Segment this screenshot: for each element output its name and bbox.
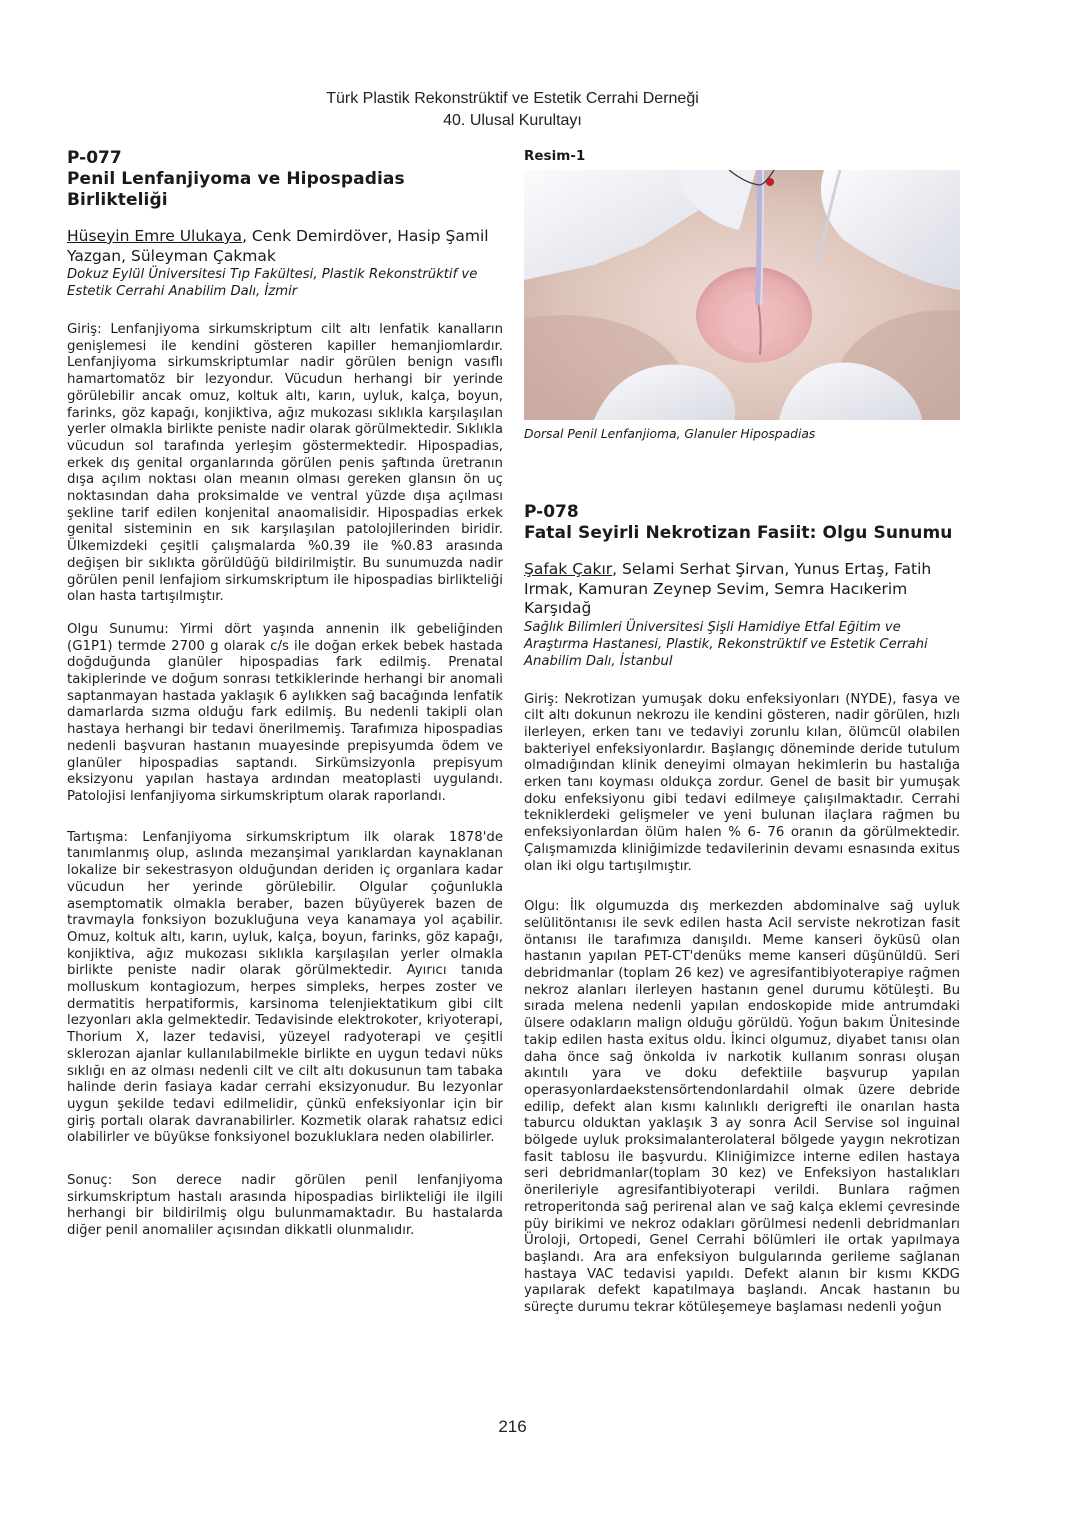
co-authors: , Selami Serhat Şirvan, Yunus Ertaş, Fatih Irmak, Kamuran Zeynep Sevim, Semra Hacıkerim Karşıdağ (524, 560, 932, 617)
figure-caption: Dorsal Penil Lenfanjioma, Glanuler Hipospadias (524, 427, 816, 441)
abstract-title: Fatal Seyirli Nekrotizan Fasiit: Olgu Sunumu (524, 523, 953, 543)
paragraph-case-report: Olgu Sunumu: Yirmi dört yaşında annenin ilk gebeliğinden (G1P1) termde 2700 g olarak c/s ile doğan erkek bebek hastada doğduğunda glanüler hipospadias fark edilmiş. Prenatal takiplerinde ve doğum sonrası tetkiklerinde herhangi bir anomali saptanmayan hastada yaklaşık 6 aylıkken sağ bacağında lenfatik damarlarda sızma olduğu fark edilmiş. Bu nedenli takipli olan hastaya herhangi bir tedavi önerilmemiş. Tarafımıza hipospadias nedenli başvuran hastanın muayesinde prepisyumda ödem ve glanüler hipospadias saptandı. Sirkümsizyonla prepisyum eksizyonu yapılan hastaya ardından meatoplasti uygulandı. Patolojisi lenfanjiyoma sirkumskriptum olarak raporlandı. (67, 621, 503, 804)
page-number: 216 (498, 1417, 527, 1436)
presenting-author: Hüseyin Emre Ulukaya (67, 227, 243, 245)
paragraph-introduction: Giriş: Lenfanjiyoma sirkumskriptum cilt altı lenfatik kanalların genişlemesi ile kendini gösteren kapiller hemanjiomlardır. Lenfanjiyoma sirkumskriptumlar nadir görülen benign vasıflı hamartomatöz bir lezyondur. Vücudun herhangi bir yerinde görülebilir ancak omuz, koltuk altı, karın, uyluk, kalça, boyun, farinks, göz kapağı, konjiktiva, ağız mukozası sıklıkla karşılaşılan yerler olmakla birlikte peniste nadir olarak görülmektedir. Sıklıkla vücudun sol tarafında yerleşim göstermektedir. Hipospadias, erkek dış genital organlarında görülen penis şaftında üretranın dışa açılım noktası olan meanın olması gereken glansın ön uç noktasından daha proksimalde ve ventral yüzde dışa açılması şekline tarif edilen konjenital anaomalisidir. Hipospadias erkek genital sisteminin en sık karşılaşılan patolojilerinden biridir. Ülkemizdeki çeşitli çalışmalarda %0.39 ile %0.83 arasında değişen bir sıklıkta görüldüğü bildirilmiştir. Bu sunumuzda nadir görülen penil lenfajiom sirkumskriptum ile hipospadias birlikteliği olan hasta tartışılmıştır. (67, 322, 503, 605)
co-authors: , Cenk Demirdöver, Hasip Şamil Yazgan, Süleyman Çakmak (67, 227, 489, 265)
author-list (524, 560, 960, 619)
author-list (67, 227, 503, 266)
affiliation: Sağlık Bilimleri Üniversitesi Şişli Hamidiye Etfal Eğitim ve Araştırma Hastanesi, Plastik, Rekonstrüktif ve Estetik Cerrahi Anabilim Dalı, İstanbul (524, 619, 928, 669)
abstract-p077 (67, 148, 503, 1240)
paragraph-conclusion: Sonuç: Son derece nadir görülen penil lenfanjiyoma sirkumskriptum hastalı arasında hipospadias birlikteliği ile ilgili herhangi bir bildirilmiş olgu bulunmamaktadır. Bu hastalarda diğer penil anomaliler açısından dikkatli olunmalıdır. (67, 1173, 503, 1239)
paragraph-discussion: Tartışma: Lenfanjiyoma sirkumskriptum ilk olarak 1878'de tanımlanmış olup, aslında mezanşimal yarıklardan kaynaklanan lokalize bir sekestrasyon olduğundan deriden iç organlara kadar vücudun her yerinde görülebilir. Olgular çoğunlukla asemptomatik olmakla beraber, bazen büyüyerek bazen de travmayla fonksiyon bozukluğuna veya kanamaya yol açabilir. Omuz, koltuk altı, karın, uyluk, kalça, boyun, farinks, göz kapağı, konjiktiva, ağız mukozası sıklıkla karşılaşılan yerler olmakla birlikte peniste nadir olarak görülmektedir. Ayırıcı tanıda molluskum kontagiozum, herpes simpleks, herpes zoster ve dermatitis herpatiformis, karsinoma telenjiektatikum gibi cilt lezyonları akla gelmektedir. Tedavisinde elektrokoter, kriyoterapi, Thorium X, lazer tedavisi, yüzeyel radyoterapi ve çeşitli sklerozan ajanlar kullanılabilmekle birlikte en uygun tedavi nüks sıklığı en az olması nedenli cilt ve cilt altı dokusunun tam tabaka halinde derin fasiaya kadar cerrahi eksizyonudur. Bu lezyonlar uygun şekilde tedavi edilmelidir, çünkü enfeksiyonlar için bir giriş portalı olarak davranabilirler. Kozmetik olarak rahatsız edici olabilirler ve büyükse fonksiyonel bozukluklara neden olabilirler. (67, 829, 503, 1146)
abstract-code: P-077 (67, 148, 122, 168)
society-name: Türk Plastik Rekonstrüktif ve Estetik Cerrahi Derneği (326, 90, 699, 107)
clinical-photo (524, 170, 960, 420)
right-column (524, 148, 960, 1317)
paragraph-introduction: Giriş: Nekrotizan yumuşak doku enfeksiyonları (NYDE), fasya ve cilt altı dokunun nekrozu ile kendini gösteren, nadir görülen, hızlı ilerleyen, erken tanı ve tedaviyi zorunlu kılan, ölümcül olabilen bakteriyel enfeksiyonlardır. Başlangıç döneminde deride tutulum olmadığından klinik deneyimi olmayan hekimlerin bu hastalığa erken tanı koyması oldukça zordur. Genel de basit bir yumuşak doku enfeksiyonu gibi tedavi edilmeye çalışılmaktadır. Cerrahi tekniklerdeki gelişmeler ve yeni bulunan ilaçlara rağmen bu enfeksiyonlardan ölüm halen % 6- 76 oranın da görülmektedir. Çalışmamızda kliniğimizde tedavilerinin devamı esnasında exitus olan iki olgu tartışılmıştır. (524, 691, 960, 874)
presenting-author: Şafak Çakır (524, 560, 613, 578)
clinical-photo-illustration (524, 170, 960, 420)
abstract-title: Penil Lenfanjiyoma ve Hipospadias Birlikteliği (67, 169, 405, 210)
congress-name: 40. Ulusal Kurultayı (443, 112, 582, 129)
abstract-code: P-078 (524, 502, 579, 522)
abstract-p078 (524, 502, 960, 1317)
paragraph-case: Olgu: İlk olgumuzda dış merkezden abdominalve sağ uyluk selülitöntanısı ile sevk edilen hasta Acil serviste nekrotizan fasit öntanısı ile tarafımıza danışıldı. Meme kanseri öyküsü olan hastanın yapılan PET-CT'denüks meme kanseri düşünüldü. Seri debridmanlar (toplam 26 kez) ve agresifantibiyoterapiye rağmen nekroz alanları ilerleyen hastanın genel durumu kötüleşti. Bu sırada melena nedenli yapılan endoskopide mide antrumdaki ülsere odakların malign olduğu görüldü. Yoğun bakım Ünitesinde takip edilen hasta exitus oldu. İkinci olgumuz, diyabet tanısı olan daha önce sağ önkolda iv narkotik kullanım sonrası oluşan akıntılı yara ve doku defektiile başvurup yapılan operasyonlardaekstensörtendonlardahil olmak üzere debride edilip, defekt alan kısmı kalınlıklı derigrefti ile onarılan hasta taburcu olduktan yaklaşık 3 ay sonra Acil Servise sol inguinal bölgede uyluk proksimalanterolateral bölgede yaygın nekrotizan fasit tablosu ile başvurdu. Kliniğimizce interne edilen hastaya seri debridmanlar(toplam 30 kez) ve Enfeksiyon hastalıkları önerileriyle agresifantibiyoterapi verildi. Bunlara rağmen retroperitonda sağ perirenal alan ve sağ kalça eklemi çevresinde püy birikimi ve nekroz odakları görülmesi nedenli debridmanları Üroloji, Ortopedi, Genel Cerrahi bölümleri ile ortak yapılmaya başlandı. Ara ara enfeksiyon bulgularında gerileme sağlanan hastaya VAC tedavisi yapıldı. Defekt alanın bir kısmı KKDG yapılarak defekt kapatılmaya başlandı. Ancak hastanın bu süreçte durumu tekrar kötüleşemeye başlaması nedenli yoğun (524, 899, 960, 1316)
figure-label: Resim-1 (524, 148, 586, 164)
affiliation: Dokuz Eylül Üniversitesi Tıp Fakültesi, Plastik Rekonstrüktif ve Estetik Cerrahi Anabilim Dalı, İzmir (67, 267, 478, 299)
